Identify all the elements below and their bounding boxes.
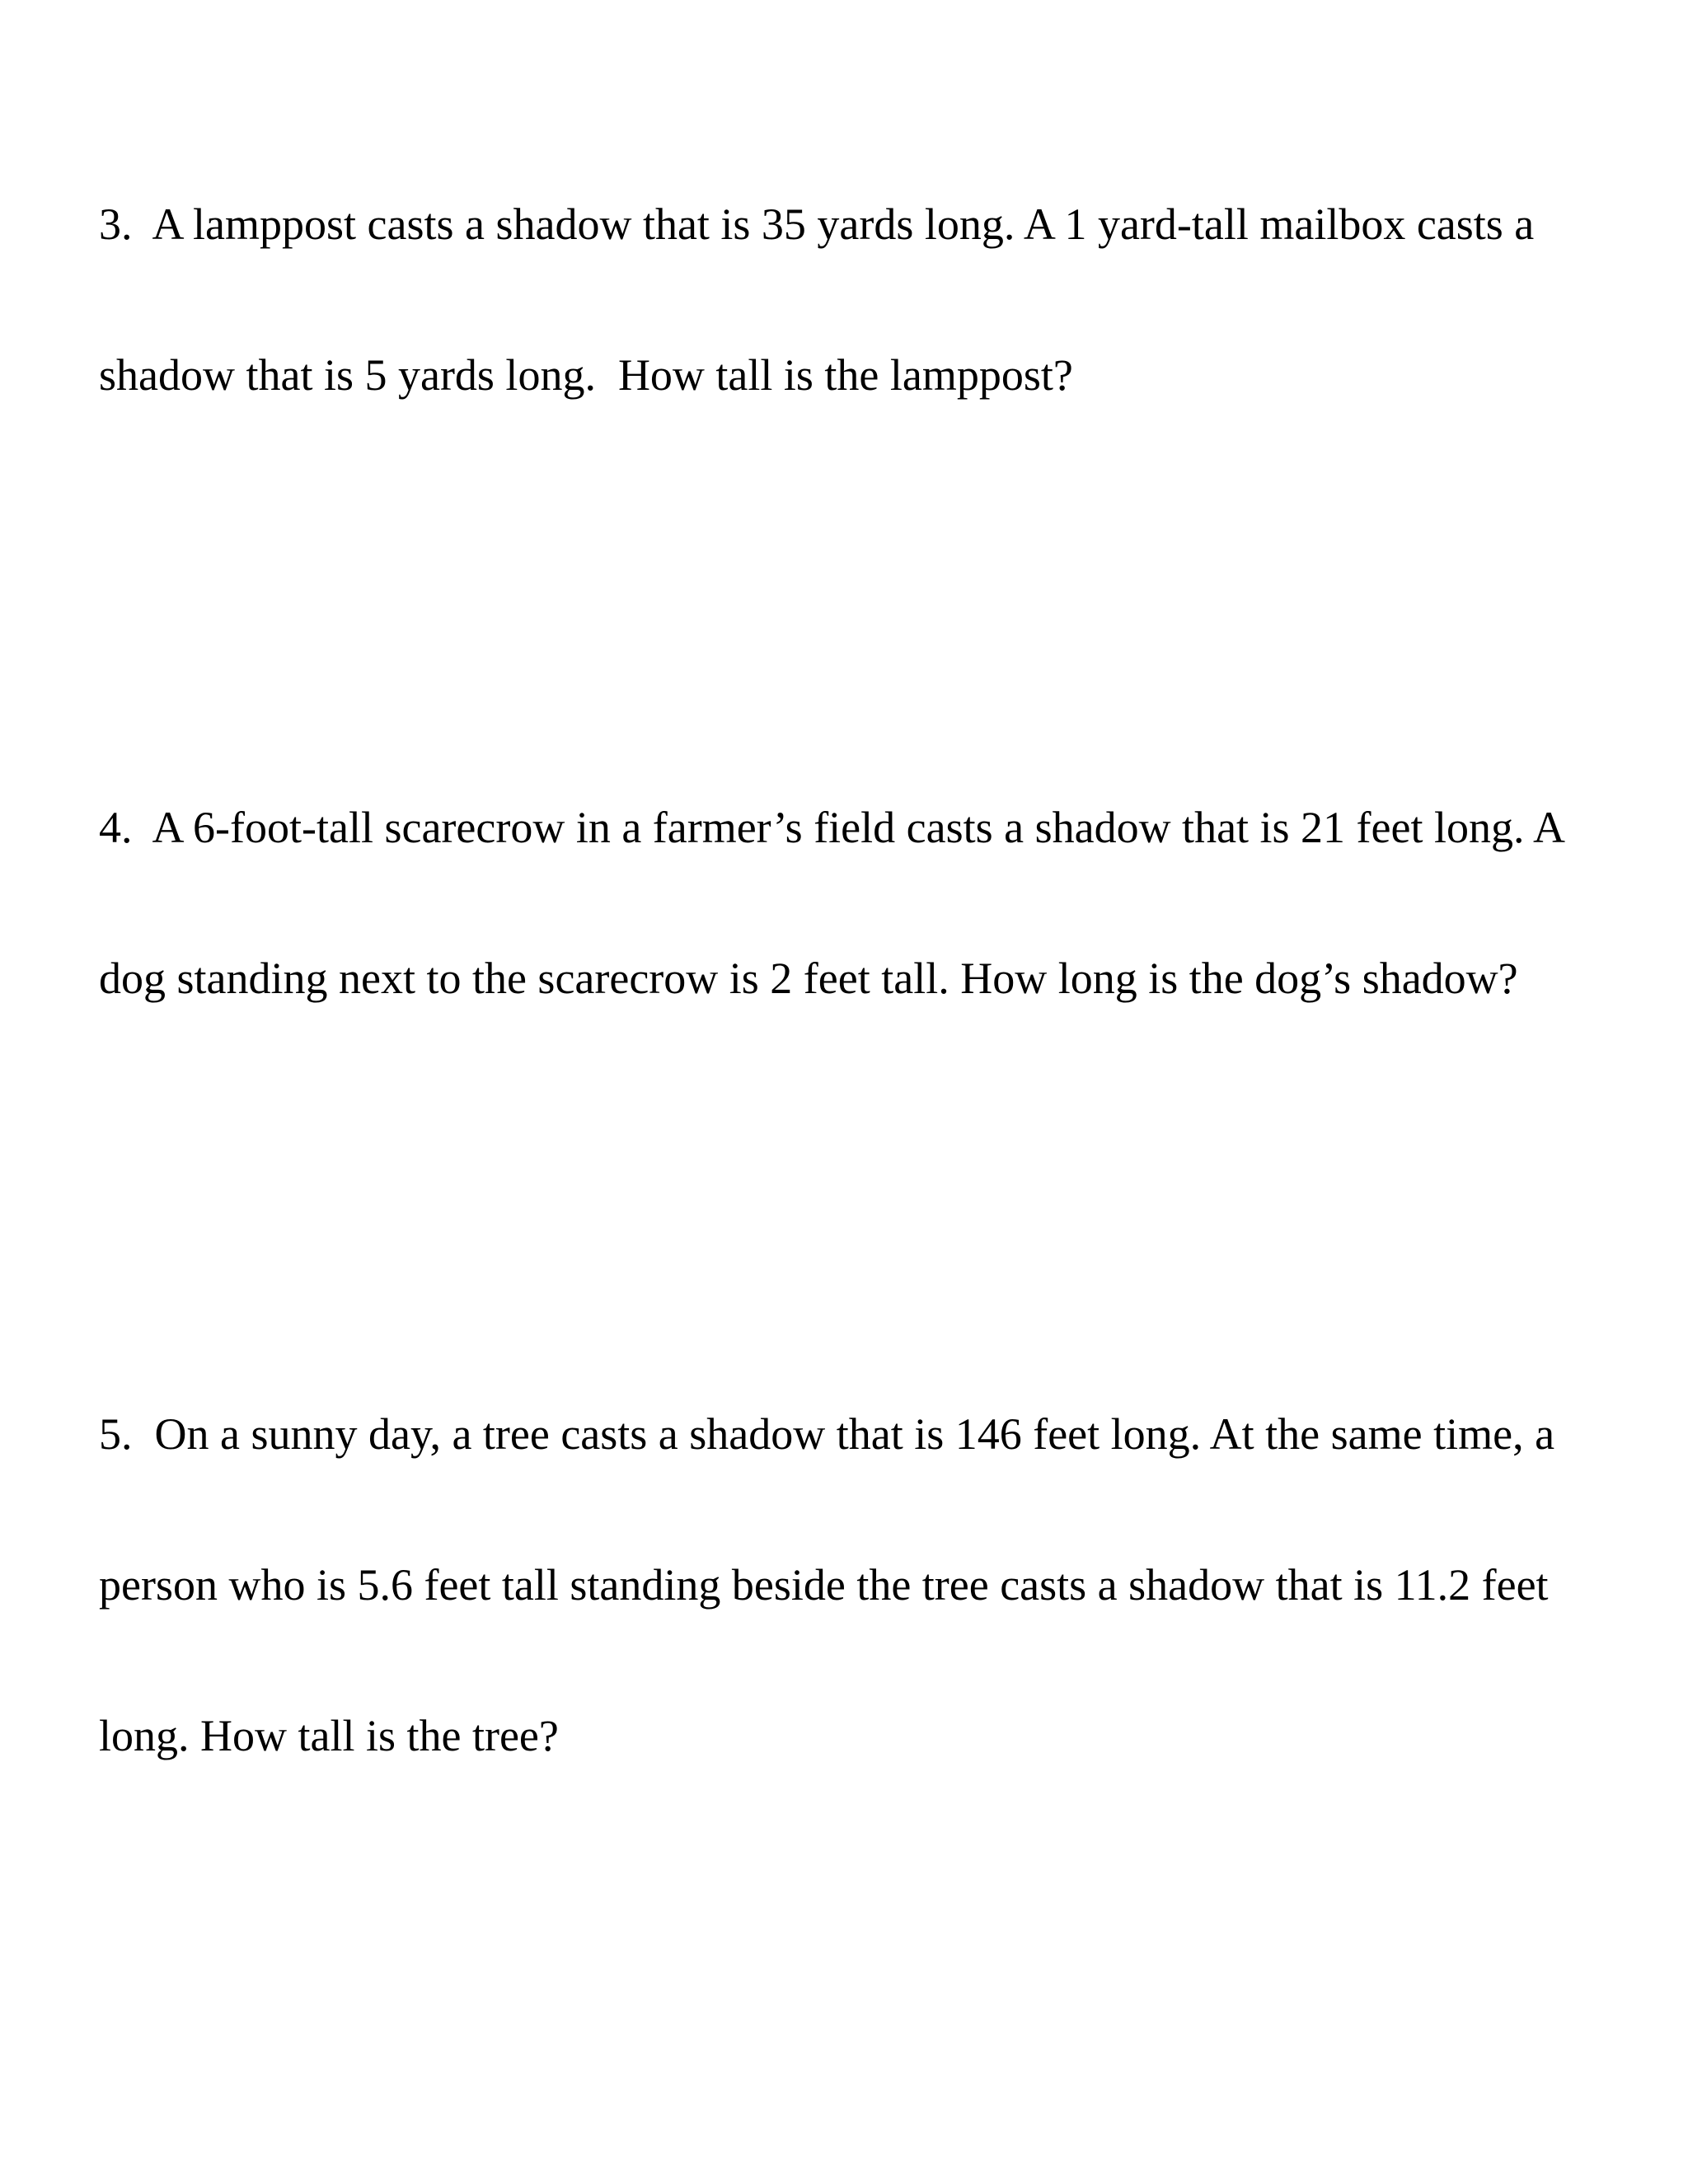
problem-3-line-1: 3. A lamppost casts a shadow that is 35 yards long. A 1 yard-tall mailbox casts a — [99, 199, 1535, 249]
problem-4 — [99, 702, 1582, 1104]
problem-5-line-1: 5. On a sunny day, a tree casts a shadow that is 146 feet long. At the same time, a — [99, 1409, 1555, 1459]
problem-4-line-1: 4. A 6-foot-tall scarecrow in a farmer’s field casts a shadow that is 21 feet long. A — [99, 803, 1565, 852]
problem-5 — [99, 1309, 1582, 1862]
problem-3-line-2: shadow that is 5 yards long. How tall is the lamppost? — [99, 350, 1073, 400]
problem-4-line-2: dog standing next to the scarecrow is 2 feet tall. How long is the dog’s shadow? — [99, 954, 1518, 1003]
problem-3 — [99, 99, 1582, 501]
problem-5-line-3: long. How tall is the tree? — [99, 1711, 559, 1760]
problem-5-line-2: person who is 5.6 feet tall standing beside the tree casts a shadow that is 11.2 feet — [99, 1560, 1549, 1610]
